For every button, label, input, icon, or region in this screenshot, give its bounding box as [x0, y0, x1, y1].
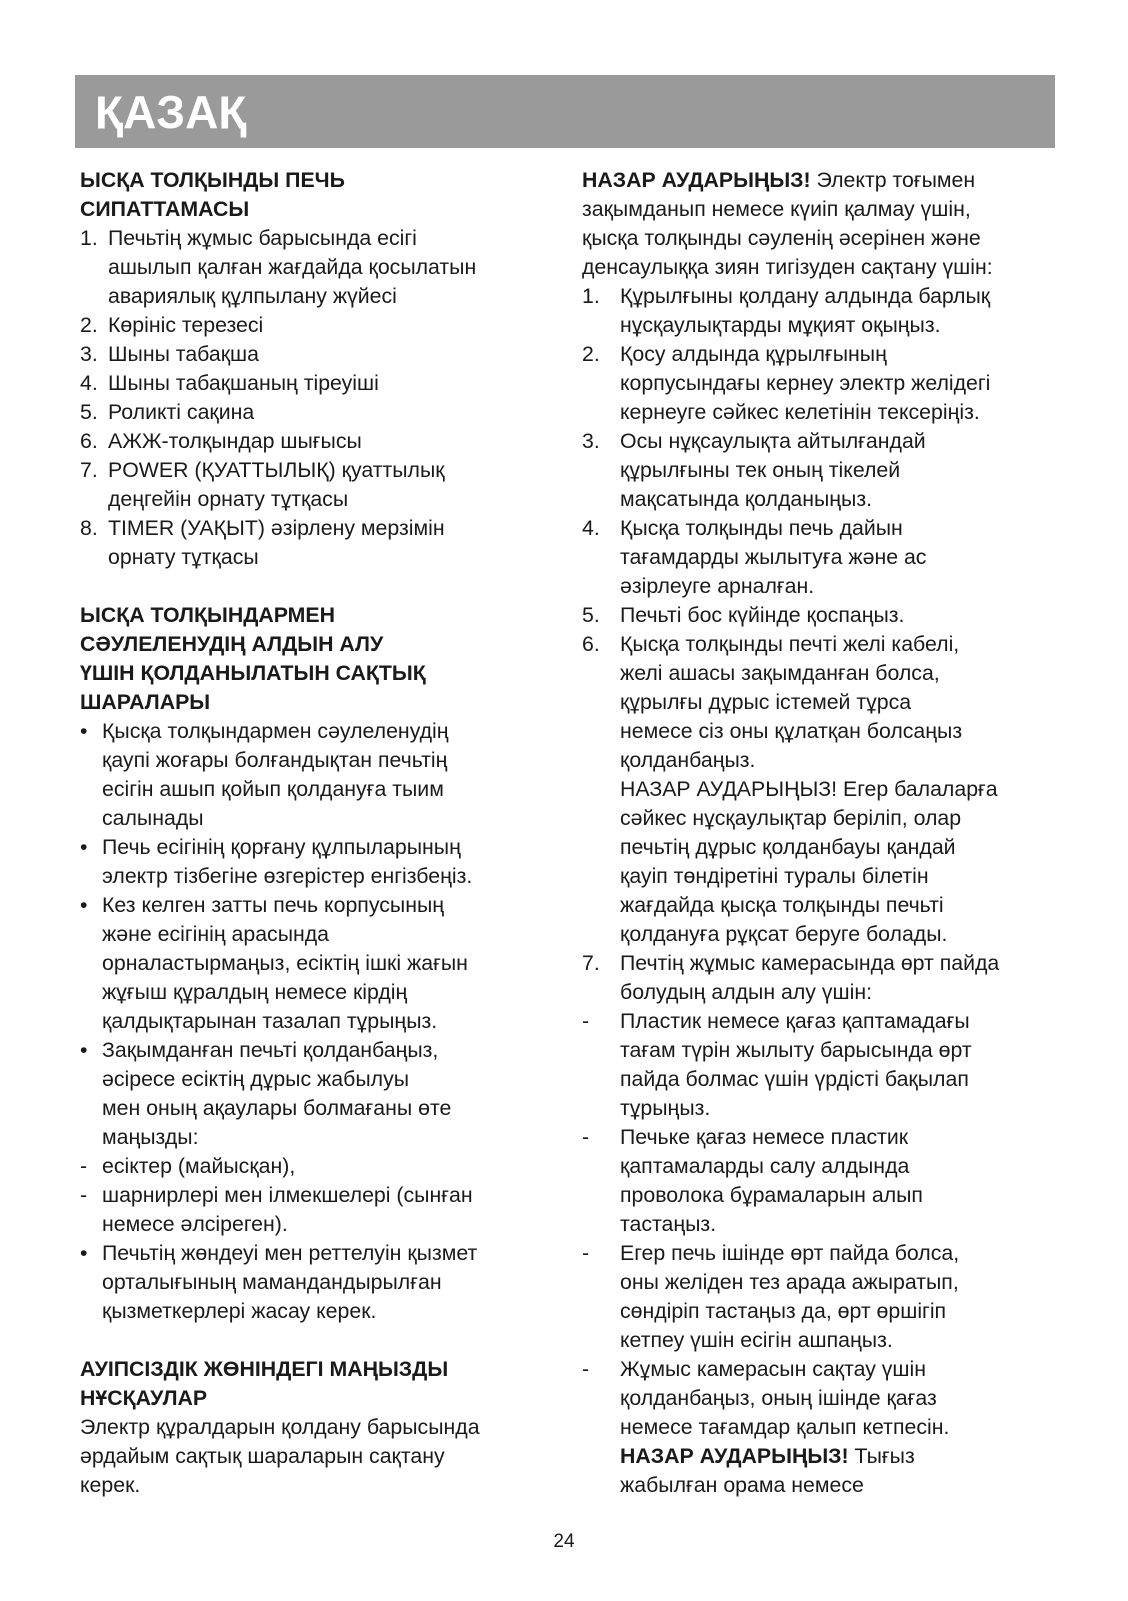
- list-marker: [582, 1065, 620, 1094]
- list-item-line: [80, 340, 550, 369]
- page-number: 24: [553, 1531, 575, 1552]
- list-item-line: [80, 1297, 550, 1326]
- list-item-line: [80, 978, 550, 1007]
- list-marker: [80, 920, 102, 949]
- list-item-line: [582, 340, 1062, 369]
- list-item-text: Қосу алдында құрылғының: [620, 342, 887, 366]
- list-item-text: Осы нұқсаулықта айтылғандай: [620, 429, 926, 453]
- warning-label: НАЗАР АУДАРЫҢЫЗ!: [620, 1444, 849, 1468]
- list-item-text: сәйкес нұсқаулықтар беріліп, олар: [620, 806, 962, 830]
- list-item-text: Печьке қағаз немесе пластик: [620, 1125, 909, 1149]
- list-item-line: [582, 601, 1062, 630]
- list-item-line: [80, 311, 550, 340]
- section-heading-line: ЫСҚА ТОЛҚЫНДАРМЕН: [80, 603, 336, 627]
- list-item-line: [582, 514, 1062, 543]
- list-marker: [582, 833, 620, 862]
- section-heading-line: НҰСҚАУЛАР: [80, 1386, 208, 1410]
- list-item-line: [582, 1326, 1062, 1355]
- list-item-text: Егер печь ішінде өрт пайда болса,: [620, 1241, 960, 1265]
- list-marker: [582, 1268, 620, 1297]
- list-item-line: [80, 775, 550, 804]
- list-marker: •: [80, 1038, 88, 1062]
- page-title: ҚАЗАҚ: [95, 86, 247, 138]
- paragraph-gap: [80, 1326, 550, 1355]
- list-item-line: [80, 717, 550, 746]
- list-item-line: [582, 775, 1062, 804]
- list-marker: [80, 978, 102, 1007]
- list-item-line: [582, 1181, 1062, 1210]
- list-item-line: [80, 282, 550, 311]
- list-item-text: мақсатында қолданыңыз.: [620, 487, 873, 511]
- body-text-line: қысқа толқынды сәуленің әсерінен және: [582, 226, 981, 250]
- list-item-line: [80, 862, 550, 891]
- list-marker: [582, 1152, 620, 1181]
- list-marker: [582, 746, 620, 775]
- list-marker: •: [80, 719, 88, 743]
- list-item-text: Құрылғыны қолдану алдында барлық: [620, 284, 991, 308]
- list-marker: 2.: [582, 342, 600, 366]
- list-item-text: орналастырмаңыз, есіктің ішкі жағын: [102, 951, 468, 975]
- list-item-line: [80, 427, 550, 456]
- list-item-text: шарнирлері мен ілмекшелері (сынған: [102, 1183, 473, 1207]
- list-marker: 6.: [80, 429, 98, 453]
- list-marker: [582, 775, 620, 804]
- list-marker: [582, 804, 620, 833]
- list-item-line: [80, 456, 550, 485]
- list-item-line: [582, 1094, 1062, 1123]
- list-item-text: салынады: [102, 806, 204, 830]
- list-item-line: [582, 949, 1062, 978]
- list-item-text: кетпеу үшін есігін ашпаңыз.: [620, 1328, 893, 1352]
- list-item-line: [582, 804, 1062, 833]
- list-item-text: Пластик немесе қағаз қаптамадағы: [620, 1009, 970, 1033]
- list-marker: [582, 398, 620, 427]
- list-marker: [80, 862, 102, 891]
- list-item-text: Печьті бос күйінде қоспаңыз.: [620, 603, 905, 627]
- list-marker: [582, 1297, 620, 1326]
- section-heading-line: АУІПСІЗДІК ЖӨНІНДЕГІ МАҢЫЗДЫ: [80, 1357, 449, 1381]
- list-marker: 8.: [80, 516, 98, 540]
- list-item-line: [80, 1210, 550, 1239]
- list-marker: [582, 456, 620, 485]
- list-item-line: [80, 398, 550, 427]
- list-item-text: Печь есігінің қорғану құлпыларының: [102, 835, 461, 859]
- list-marker: [582, 1384, 620, 1413]
- list-item-line: [80, 369, 550, 398]
- list-marker: [80, 775, 102, 804]
- warning-line: [582, 1442, 1062, 1471]
- list-item-line: [80, 949, 550, 978]
- list-item-text: TIMER (УАҚЫТ) әзірлену мерзімін: [108, 516, 445, 540]
- list-item-line: [582, 1239, 1062, 1268]
- list-item-text: пайда болмас үшін үрдісті бақылап: [620, 1067, 969, 1091]
- list-item-line: [582, 1297, 1062, 1326]
- list-item-line: [80, 224, 550, 253]
- list-marker: [80, 1123, 102, 1152]
- list-marker: [80, 282, 108, 311]
- section-heading-line: ҮШІН ҚОЛДАНЫЛАТЫН САҚТЫҚ: [80, 661, 426, 685]
- section-heading-line: СӘУЛЕЛЕНУДІҢ АЛДЫН АЛУ: [80, 632, 384, 656]
- list-item-text: Көрініс терезесі: [108, 313, 264, 337]
- list-marker: [80, 804, 102, 833]
- list-item-text: АЖЖ-толқындар шығысы: [108, 429, 362, 453]
- list-item-text: тағам түрін жылыту барысында өрт: [620, 1038, 972, 1062]
- body-text-line: Электр құралдарын қолдану барысында: [80, 1415, 480, 1439]
- list-item-line: [80, 746, 550, 775]
- list-marker: [80, 485, 108, 514]
- list-item-line: [582, 1152, 1062, 1181]
- list-item-line: [582, 717, 1062, 746]
- list-item-text: проволока бұрамаларын алып: [620, 1183, 923, 1207]
- list-marker: 1.: [582, 284, 600, 308]
- list-item-line: [582, 311, 1062, 340]
- list-item-line: [582, 1268, 1062, 1297]
- list-item-line: [80, 1152, 550, 1181]
- left-column: [80, 166, 550, 1500]
- list-marker: [80, 746, 102, 775]
- list-item-text: тұрыңыз.: [620, 1096, 711, 1120]
- list-marker: 4.: [582, 516, 600, 540]
- list-marker: [80, 1297, 102, 1326]
- list-marker: [80, 949, 102, 978]
- body-text-line: керек.: [80, 1473, 141, 1497]
- list-item-text: ашылып қалған жағдайда қосылатын: [108, 255, 477, 279]
- list-marker: -: [582, 1241, 590, 1265]
- list-marker: [582, 659, 620, 688]
- list-item-text: қолданбаңыз, оның ішінде қағаз: [620, 1386, 937, 1410]
- list-item-line: [582, 1007, 1062, 1036]
- list-item-line: [80, 1036, 550, 1065]
- list-marker: [582, 485, 620, 514]
- list-item-text: деңгейін орнату тұтқасы: [108, 487, 349, 511]
- list-item-text: қалдықтарынан тазалап тұрыңыз.: [102, 1009, 438, 1033]
- list-marker: [582, 978, 620, 1007]
- list-item-text: желі ашасы зақымданған болса,: [620, 661, 940, 685]
- list-item-text: оны желіден тез арада ажыратып,: [620, 1270, 959, 1294]
- list-marker: [582, 543, 620, 572]
- list-marker: [80, 1065, 102, 1094]
- body-text-line: зақымданып немесе күиіп қалмау үшін,: [582, 197, 971, 221]
- list-item-text: қолданбаңыз.: [620, 748, 756, 772]
- list-item-line: [582, 920, 1062, 949]
- warning-line: [582, 166, 1062, 195]
- list-marker: 4.: [80, 371, 98, 395]
- list-item-text: қолдануға рұқсат беруге болады.: [620, 922, 948, 946]
- list-item-text: жұғыш құралдың немесе кірдің: [102, 980, 408, 1004]
- body-text-line: денсаулыққа зиян тигізуден сақтану үшін:: [582, 255, 993, 279]
- list-item-text: Кез келген затты печь корпусының: [102, 893, 445, 917]
- list-marker: [80, 253, 108, 282]
- list-item-text: немесе әлсіреген).: [102, 1212, 288, 1236]
- list-item-line: [582, 1355, 1062, 1384]
- list-marker: [80, 1268, 102, 1297]
- list-item-text: авариялық құлпылану жүйесі: [108, 284, 397, 308]
- list-item-text: Қысқа толқынды печь дайын: [620, 516, 903, 540]
- list-item-text: Печтің жұмыс камерасында өрт пайда: [620, 951, 1000, 975]
- list-item-text: қаптамаларды салу алдында: [620, 1154, 910, 1178]
- list-item-line: [582, 659, 1062, 688]
- list-marker: [582, 920, 620, 949]
- list-item-line: [582, 1123, 1062, 1152]
- list-item-text: Зақымданған печьті қолданбаңыз,: [102, 1038, 439, 1062]
- list-marker: -: [582, 1125, 590, 1149]
- list-item-line: [582, 978, 1062, 1007]
- list-marker: [80, 1007, 102, 1036]
- list-item-line: [582, 833, 1062, 862]
- body-text-line: жабылған орама немесе: [620, 1473, 864, 1497]
- list-item-line: [80, 920, 550, 949]
- warning-text: Электр тоғымен: [810, 168, 976, 192]
- list-marker: -: [80, 1154, 88, 1178]
- list-marker: 2.: [80, 313, 98, 337]
- section-heading-line: ЫСҚА ТОЛҚЫНДЫ ПЕЧЬ: [80, 168, 345, 192]
- list-item-text: қауіп төндіретіні туралы білетін: [620, 864, 929, 888]
- right-column: [582, 166, 1062, 1500]
- list-item-line: [582, 369, 1062, 398]
- warning-text: Тығыз: [848, 1444, 915, 1468]
- list-marker: [582, 1210, 620, 1239]
- list-item-line: [582, 688, 1062, 717]
- list-item-text: тағамдарды жылытуға және ас: [620, 545, 927, 569]
- list-item-text: немесе тағамдар қалып кетпесін.: [620, 1415, 950, 1439]
- list-item-text: сөндіріп тастаңыз да, өрт өршігіп: [620, 1299, 947, 1323]
- list-item-line: [80, 1065, 550, 1094]
- list-item-line: [582, 1413, 1062, 1442]
- list-item-line: [582, 572, 1062, 601]
- list-marker: [582, 1181, 620, 1210]
- list-item-text: Печьтің жөндеуі мен реттелуін қызмет: [102, 1241, 478, 1265]
- list-item-line: [582, 456, 1062, 485]
- list-item-line: [80, 1123, 550, 1152]
- list-item-line: [582, 746, 1062, 775]
- list-item-text: печьтің дұрыс қолданбауы қандай: [620, 835, 956, 859]
- list-item-line: [582, 485, 1062, 514]
- list-item-line: [80, 1239, 550, 1268]
- list-marker: -: [80, 1183, 88, 1207]
- list-item-text: жағдайда қысқа толқынды печьті: [620, 893, 944, 917]
- list-item-text: құрылғыны тек оның тікелей: [620, 458, 901, 482]
- section-heading-line: ШАРАЛАРЫ: [80, 690, 211, 714]
- list-item-text: қаупі жоғары болғандықтан печьтің: [102, 748, 448, 772]
- list-item-text: орнату тұтқасы: [108, 545, 259, 569]
- list-item-line: [582, 630, 1062, 659]
- list-marker: 3.: [582, 429, 600, 453]
- list-marker: [582, 891, 620, 920]
- list-marker: [80, 1094, 102, 1123]
- list-marker: 3.: [80, 342, 98, 366]
- list-marker: 5.: [80, 400, 98, 424]
- list-item-text: орталығының мамандандырылған: [102, 1270, 442, 1294]
- list-marker: [582, 1094, 620, 1123]
- warning-label: НАЗАР АУДАРЫҢЫЗ!: [582, 168, 811, 192]
- list-item-text: Жұмыс камерасын сақтау үшін: [620, 1357, 926, 1381]
- list-marker: [582, 1413, 620, 1442]
- list-marker: •: [80, 893, 88, 917]
- list-marker: [582, 688, 620, 717]
- list-item-text: кернеуге сәйкес келетінін тексеріңіз.: [620, 400, 980, 424]
- list-item-text: қызметкерлері жасау керек.: [102, 1299, 377, 1323]
- list-item-text: тастаңыз.: [620, 1212, 717, 1236]
- list-item-text: POWER (ҚУАТТЫЛЫҚ) қуаттылық: [108, 458, 445, 482]
- list-item-line: [582, 862, 1062, 891]
- list-item-text: Роликті сақина: [108, 400, 255, 424]
- list-marker: [582, 1326, 620, 1355]
- list-item-line: [582, 1036, 1062, 1065]
- section-heading-line: СИПАТТАМАСЫ: [80, 197, 250, 221]
- list-marker: 6.: [582, 632, 600, 656]
- list-item-text: құрылғы дұрыс істемей тұрса: [620, 690, 912, 714]
- list-item-line: [80, 1094, 550, 1123]
- list-item-text: маңызды:: [102, 1125, 199, 1149]
- list-item-text: немесе сіз оны құлатқан болсаңыз: [620, 719, 963, 743]
- list-item-text: Печьтің жұмыс барысында есігі: [108, 226, 417, 250]
- list-item-line: [80, 253, 550, 282]
- list-item-line: [582, 398, 1062, 427]
- list-marker: 7.: [582, 951, 600, 975]
- list-item-line: [80, 485, 550, 514]
- list-marker: [582, 572, 620, 601]
- list-marker: [582, 311, 620, 340]
- list-item-line: [582, 891, 1062, 920]
- paragraph-gap: [80, 572, 550, 601]
- list-marker: 5.: [582, 603, 600, 627]
- list-item-line: [80, 543, 550, 572]
- list-item-line: [582, 543, 1062, 572]
- list-marker: -: [582, 1357, 590, 1381]
- list-marker: •: [80, 835, 88, 859]
- body-text-line: әрдайым сақтық шараларын сақтану: [80, 1444, 445, 1468]
- list-item-text: Қысқа толқындармен сәулеленудің: [102, 719, 449, 743]
- list-item-text: және есігінің арасында: [102, 922, 330, 946]
- list-marker: [582, 369, 620, 398]
- list-item-line: [80, 1268, 550, 1297]
- list-item-text: корпусындағы кернеу электр желідегі: [620, 371, 991, 395]
- list-item-line: [80, 1007, 550, 1036]
- list-item-text: әзірлеуге арналған.: [620, 574, 815, 598]
- list-item-line: [80, 514, 550, 543]
- list-item-text: электр тізбегіне өзгерістер енгізбеңіз.: [102, 864, 473, 888]
- list-item-line: [582, 1384, 1062, 1413]
- list-item-text: әсіресе есіктің дұрыс жабылуы: [102, 1067, 410, 1091]
- list-item-text: есігін ашып қойып қолдануға тыим: [102, 777, 444, 801]
- list-marker: [80, 543, 108, 572]
- list-item-line: [582, 1210, 1062, 1239]
- list-marker: [582, 717, 620, 746]
- list-item-text: НАЗАР АУДАРЫҢЫЗ! Егер балаларға: [620, 777, 998, 801]
- list-marker: •: [80, 1241, 88, 1265]
- list-item-text: есіктер (майысқан),: [102, 1154, 296, 1178]
- list-item-line: [80, 804, 550, 833]
- list-marker: 7.: [80, 458, 98, 482]
- list-item-text: Шыны табақшаның тіреуіші: [108, 371, 379, 395]
- list-item-text: нұсқаулықтарды мұқият оқыңыз.: [620, 313, 941, 337]
- list-item-line: [80, 891, 550, 920]
- list-marker: [80, 1210, 102, 1239]
- list-item-text: мен оның ақаулары болмағаны өте: [102, 1096, 452, 1120]
- list-marker: [582, 1036, 620, 1065]
- list-item-line: [80, 1181, 550, 1210]
- list-marker: [582, 862, 620, 891]
- list-marker: 1.: [80, 226, 98, 250]
- list-item-line: [582, 282, 1062, 311]
- list-item-line: [80, 833, 550, 862]
- list-item-line: [582, 1065, 1062, 1094]
- list-item-text: Шыны табақша: [108, 342, 259, 366]
- section-header-bar: [75, 75, 1055, 148]
- list-marker: -: [582, 1009, 590, 1033]
- list-item-text: болудың алдын алу үшін:: [620, 980, 873, 1004]
- list-item-text: Қысқа толқынды печті желі кабелі,: [620, 632, 960, 656]
- list-item-line: [582, 427, 1062, 456]
